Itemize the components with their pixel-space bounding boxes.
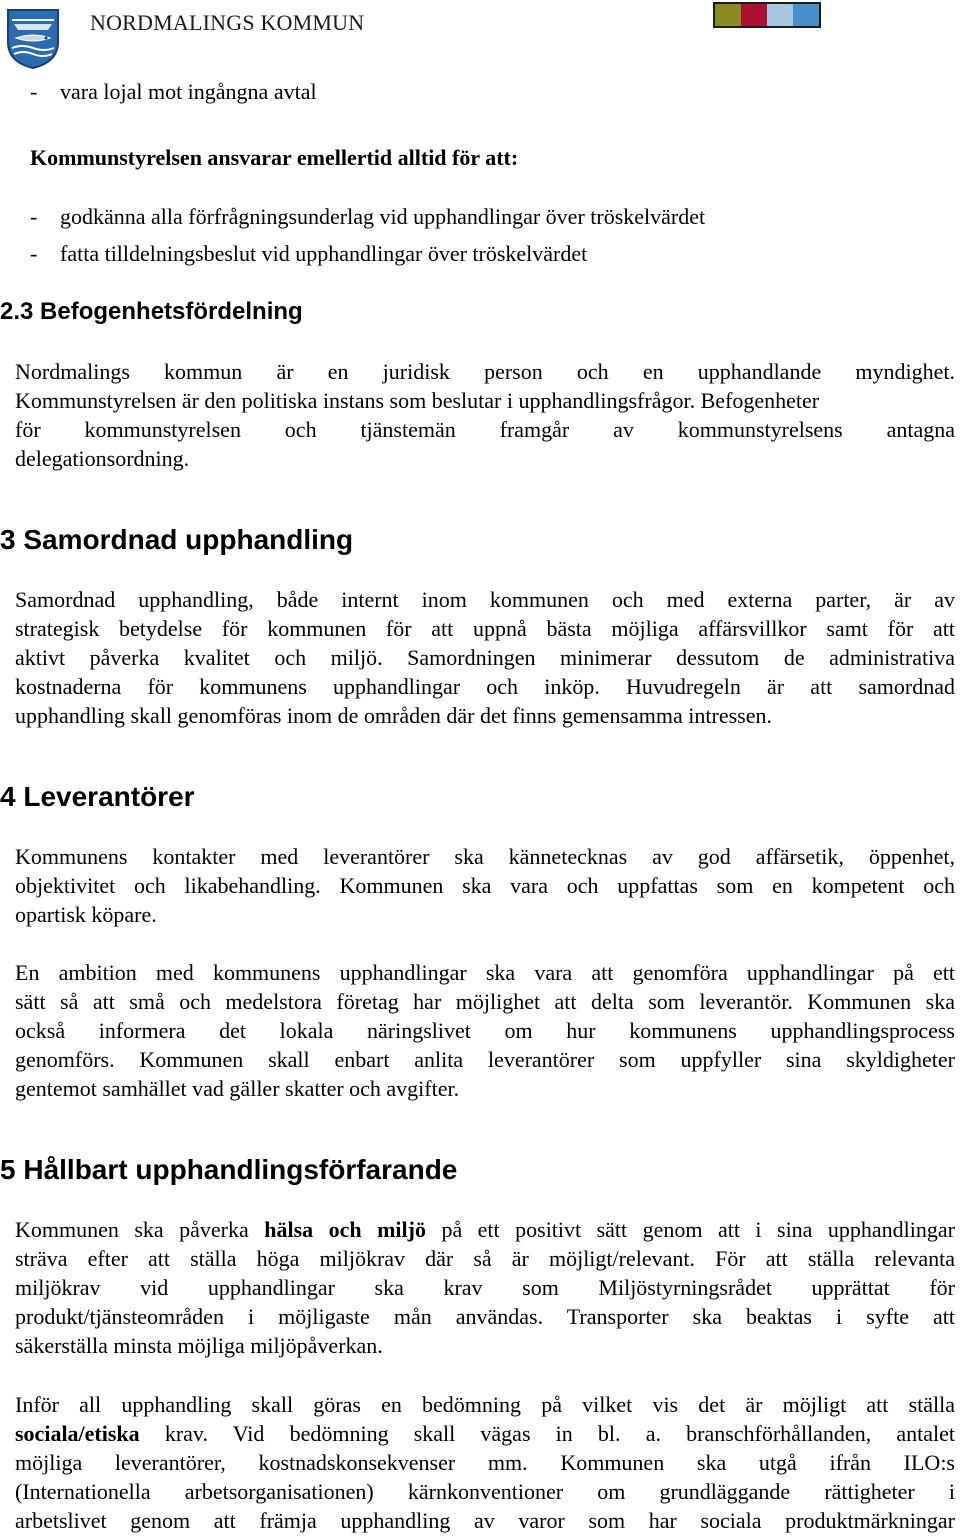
list-dash: - (30, 204, 38, 229)
paragraph-line: säkerställa minsta möjliga miljöpåverkan. (15, 1333, 383, 1358)
color-swatch (793, 4, 819, 26)
color-swatch (715, 4, 741, 26)
list-item (30, 241, 587, 267)
section-heading: 4 Leverantörer (0, 781, 195, 812)
brand-color-bar (713, 2, 821, 28)
organization-name: NORDMALINGS KOMMUN (90, 10, 365, 35)
text-run: krav. Vid bedömning skall vägas in bl. a. branschförhållanden, antalet (139, 1421, 955, 1446)
paragraph-line: genomförs. Kommunen skall enbart anlita leverantörer som uppfyller sina skyldigheter (15, 1047, 955, 1072)
text-run: Kommunen ska påverka (15, 1217, 265, 1242)
paragraph-line (15, 1215, 955, 1244)
municipal-coat-of-arms-icon (6, 8, 60, 70)
paragraph-line: sätt så att små och medelstora företag har möjlighet att delta som leverantör. Kommunen ska (15, 989, 955, 1014)
coat-of-arms-svg (6, 8, 60, 70)
section-heading: 3 Samordnad upphandling (0, 524, 354, 555)
paragraph-line: kostnaderna för kommunens upphandlingar och inköp. Huvudregeln är att samordnad (15, 674, 955, 699)
list-dash: - (30, 241, 38, 266)
list-item-text: godkänna alla förfrågningsunderlag vid upphandlingar över tröskelvärdet (60, 204, 706, 229)
paragraph-line: för kommunstyrelsen och tjänstemän framgår av kommunstyrelsens antagna (15, 417, 955, 442)
paragraph-line: Inför all upphandling skall göras en bedömning på vilket vis det är möjligt att ställa (15, 1392, 955, 1417)
list-item-text: vara lojal mot ingångna avtal (60, 79, 317, 104)
paragraph-line: (Internationella arbetsorganisationen) kärnkonventioner om grundläggande rättigheter i (15, 1479, 955, 1504)
paragraph-line: sträva efter att ställa höga miljökrav där så är möjligt/relevant. För att ställa relevanta (15, 1246, 955, 1271)
list-item (30, 79, 317, 105)
paragraph-line: aktivt påverka kvalitet och miljö. Samordningen minimerar dessutom de administrativa (15, 645, 955, 670)
paragraph-line: produkt/tjänsteområden i möjligaste mån användas. Transporter ska beaktas i syfte att (15, 1304, 955, 1329)
paragraph-line: delegationsordning. (15, 446, 190, 471)
paragraph-line: En ambition med kommunens upphandlingar ska vara att genomföra upphandlingar på ett (15, 960, 955, 985)
paragraph-line: Nordmalings kommun är en juridisk person och en upphandlande myndighet. (15, 359, 955, 384)
paragraph-line: arbetslivet genom att främja upphandling av varor som har sociala produktmärkningar (15, 1508, 955, 1533)
list-dash: - (30, 79, 38, 104)
paragraph-line: opartisk köpare. (15, 902, 157, 927)
emphasis-text: sociala/etiska (15, 1421, 140, 1446)
paragraph-line: Kommunens kontakter med leverantörer ska kännetecknas av god affärsetik, öppenhet, (15, 844, 955, 869)
paragraph-line: Kommunstyrelsen är den politiska instans som beslutar i upphandlingsfrågor. Befogenheter (15, 388, 820, 413)
paragraph-line (15, 1419, 955, 1448)
paragraph-line: upphandling skall genomföras inom de områden där det finns gemensamma intressen. (15, 703, 772, 728)
color-swatch (767, 4, 793, 26)
paragraph-line: Samordnad upphandling, både internt inom kommunen och med externa parter, är av (15, 587, 955, 612)
page-header (0, 0, 960, 70)
paragraph-line: också informera det lokala näringslivet om hur kommunens upphandlingsprocess (15, 1018, 955, 1043)
paragraph-line: möjliga leverantörer, kostnadskonsekvenser mm. Kommunen ska utgå ifrån ILO:s (15, 1450, 955, 1475)
bold-intro: Kommunstyrelsen ansvarar emellertid alltid för att: (30, 145, 519, 170)
paragraph-line: gentemot samhället vad gäller skatter och avgifter. (15, 1076, 460, 1101)
text-run: på ett positivt sätt genom att i sina upphandlingar (425, 1217, 955, 1242)
paragraph-line: objektivitet och likabehandling. Kommunen ska vara och uppfattas som en kompetent och (15, 873, 955, 898)
color-swatch (741, 4, 767, 26)
list-item (30, 204, 705, 230)
paragraph-line: miljökrav vid upphandlingar ska krav som Miljöstyrningsrådet upprättat för (15, 1275, 955, 1300)
list-item-text: fatta tilldelningsbeslut vid upphandlingar över tröskelvärdet (60, 241, 588, 266)
paragraph-line: strategisk betydelse för kommunen för att uppnå bästa möjliga affärsvillkor samt för att (15, 616, 955, 641)
section-heading: 2.3 Befogenhetsfördelning (0, 298, 303, 325)
section-heading: 5 Hållbart upphandlingsförfarande (0, 1154, 458, 1185)
emphasis-text: hälsa och miljö (264, 1217, 426, 1242)
